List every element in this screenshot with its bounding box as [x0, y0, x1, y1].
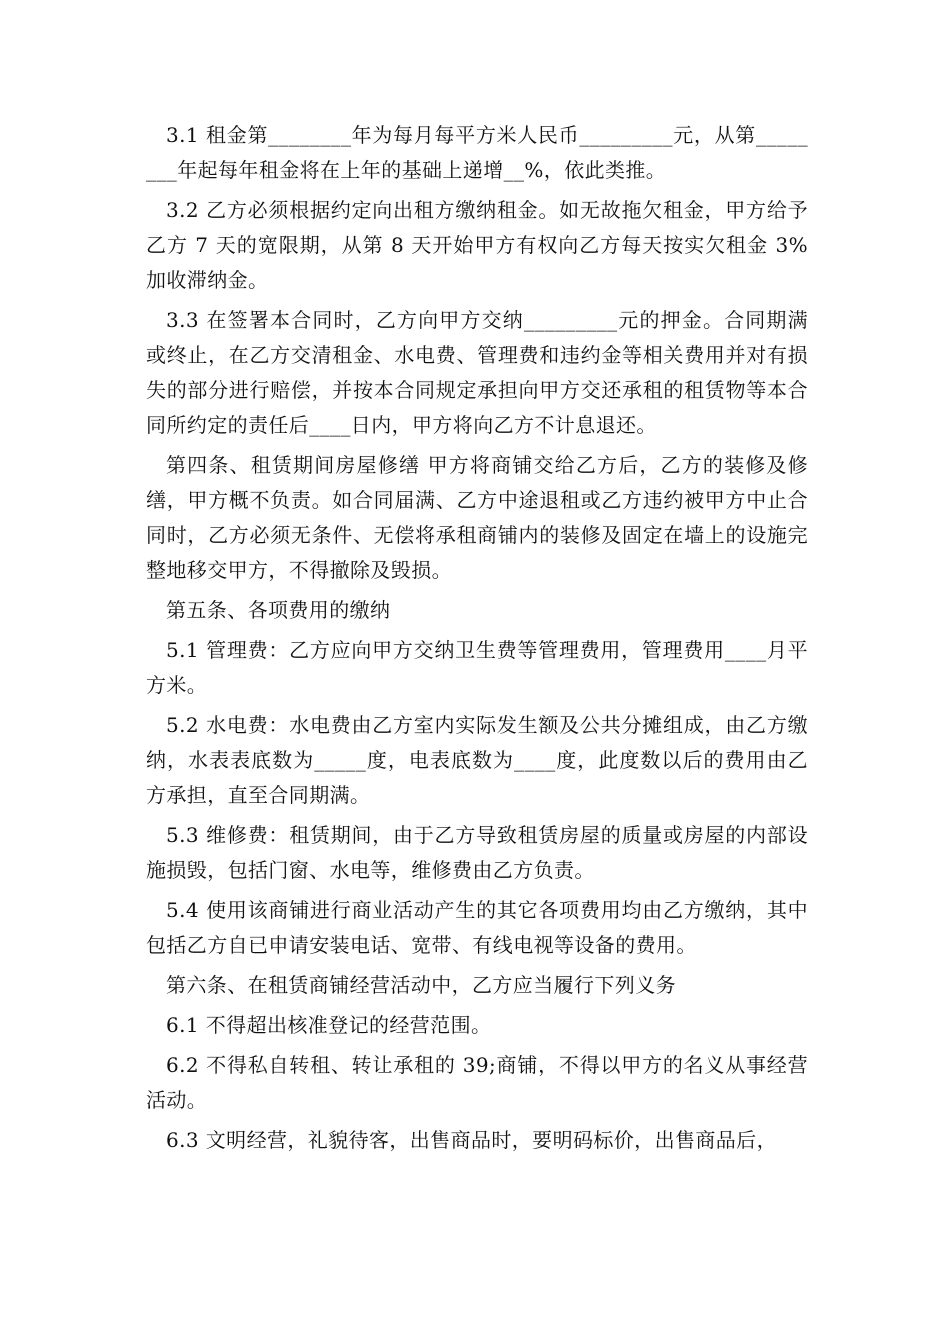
article-5-heading: 第五条、各项费用的缴纳: [166, 598, 391, 622]
clause-6-3: 6.3 文明经营，礼貌待客，出售商品时，要明码标价，出售商品后，: [166, 1128, 777, 1152]
article-4: 第四条、租赁期间房屋修缮 甲方将商铺交给乙方后，乙方的装修及修缮，甲方概不负责。如合同届满、乙方中途退租或乙方违约被甲方中止合同时，乙方必须无条件、无偿将承租商铺内的装修及固定在墙上的设施完整地移交甲方，不得撤除及毁损。: [146, 453, 808, 582]
clause-6-2: 6.2 不得私自转租、转让承租的 39;商铺，不得以甲方的名义从事经营活动。: [146, 1053, 808, 1112]
clause-5-2: 5.2 水电费：水电费由乙方室内实际发生额及公共分摊组成，由乙方缴纳，水表表底数为_____度，电表底数为____度，此度数以后的费用由乙方承担，直至合同期满。: [146, 713, 808, 807]
clause-3-3: 3.3 在签署本合同时，乙方向甲方交纳_________元的押金。合同期满或终止，在乙方交清租金、水电费、管理费和违约金等相关费用并对有损失的部分进行赔偿，并按本合同规定承担向甲方交还承租的租赁物等本合同所约定的责任后____日内，甲方将向乙方不计息退还。: [146, 308, 808, 437]
document-page: [146, 118, 808, 1163]
clause-5-1: 5.1 管理费：乙方应向甲方交纳卫生费等管理费用，管理费用____月平方米。: [146, 638, 808, 697]
clause-5-4: 5.4 使用该商铺进行商业活动产生的其它各项费用均由乙方缴纳，其中包括乙方自已申请安装电话、宽带、有线电视等设备的费用。: [146, 898, 808, 957]
clause-5-3: 5.3 维修费：租赁期间，由于乙方导致租赁房屋的质量或房屋的内部设施损毁，包括门窗、水电等，维修费由乙方负责。: [146, 823, 808, 882]
clause-3-1: 3.1 租金第________年为每月每平方米人民币_________元，从第________年起每年租金将在上年的基础上递增__%，依此类推。: [146, 123, 808, 182]
article-6-heading: 第六条、在租赁商铺经营活动中，乙方应当履行下列义务: [166, 973, 676, 997]
clause-3-2: 3.2 乙方必须根据约定向出租方缴纳租金。如无故拖欠租金，甲方给予乙方 7 天的宽限期，从第 8 天开始甲方有权向乙方每天按实欠租金 3%加收滞纳金。: [146, 198, 808, 292]
clause-6-1: 6.1 不得超出核准登记的经营范围。: [166, 1013, 492, 1037]
